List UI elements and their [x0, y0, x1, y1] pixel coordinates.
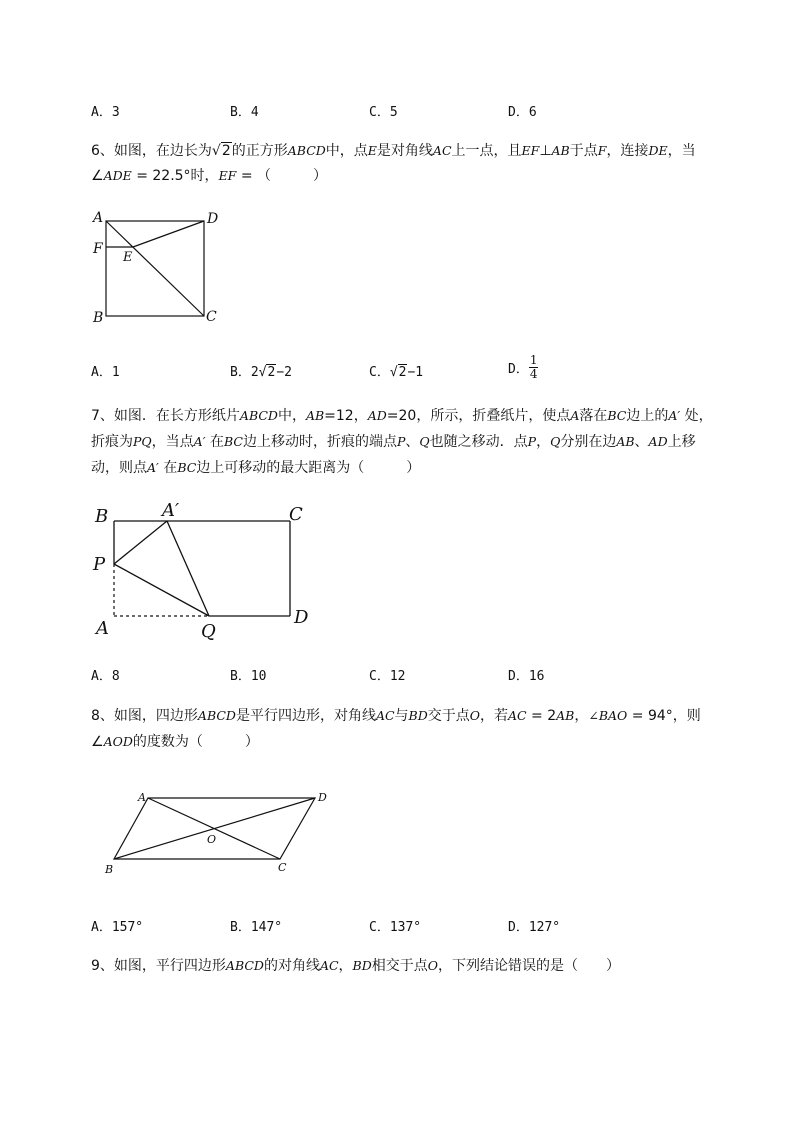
q8-stem-line2: ∠AOD的度数为（ ） — [91, 734, 259, 750]
q6-option-d: D． $\frac{1}{4}$ — [508, 353, 538, 381]
one-quarter-fraction: $\frac{1}{4}$ — [529, 353, 538, 381]
q7-label-q: Q — [201, 621, 216, 642]
q6-label-d: D — [207, 211, 219, 227]
q8-option-b: B．147° — [230, 920, 283, 935]
q7-stem-line2: 折痕为PQ，当点A′ 在BC边上移动时，折痕的端点P、Q也随之移动．点P，Q分别在边AB、AD上移 — [91, 434, 696, 450]
q8-label-b: B — [105, 863, 114, 876]
q6-stem-line2: ∠ADE = 22.5°时，EF = （ ） — [91, 168, 328, 184]
q7-option-d: D．16 — [508, 669, 545, 684]
q6-option-a: A．1 — [91, 365, 120, 380]
q6-option-c: C．√2−1 — [369, 365, 424, 380]
q7-label-d: D — [294, 607, 309, 628]
q8-label-c: C — [278, 861, 287, 874]
q8-option-c: C．137° — [369, 920, 422, 935]
q7-option-b: B．10 — [230, 669, 267, 684]
q7-label-a-prime: A′ — [162, 500, 180, 521]
q6-label-b: B — [93, 310, 104, 326]
q5-option-b: B．4 — [230, 105, 259, 120]
q7-stem-line3: 动，则点A′ 在BC边上可移动的最大距离为（ ） — [91, 460, 421, 476]
q9-stem-line1: 9、如图，平行四边形ABCD的对角线AC，BD相交于点O，下列结论错误的是（ ） — [91, 958, 621, 974]
q8-option-a: A．157° — [91, 920, 144, 935]
q8-label-d: D — [318, 791, 327, 804]
q5-option-d: D．6 — [508, 105, 537, 120]
q7-label-b: B — [95, 506, 109, 527]
q6-label-a: A — [93, 210, 104, 226]
q7-stem-line1: 7、如图．在长方形纸片ABCD中，AB=12，AD=20，所示，折叠纸片，使点A落在BC边上的A′ 处， — [91, 408, 713, 424]
q6-label-c: C — [206, 309, 217, 325]
q5-option-a: A．3 — [91, 105, 120, 120]
q7-label-p: P — [93, 554, 106, 575]
q5-option-c: C．5 — [369, 105, 398, 120]
q7-label-a: A — [96, 618, 109, 639]
q8-stem-line1: 8、如图，四边形ABCD是平行四边形，对角线AC与BD交于点O，若AC = 2AB，∠BAO = 94°，则 — [91, 708, 701, 724]
q8-label-a: A — [138, 791, 146, 804]
q6-label-f: F — [93, 241, 103, 257]
q6-label-e: E — [123, 250, 133, 265]
q8-label-o: O — [207, 833, 217, 846]
q6-option-b: B．2√2−2 — [230, 365, 292, 380]
q7-label-c: C — [289, 504, 303, 525]
q7-option-a: A．8 — [91, 669, 120, 684]
q6-stem-line1: 6、如图，在边长为√2的正方形ABCD中，点E是对角线AC上一点，且EF⊥AB于点F，连接DE，当 — [91, 143, 696, 159]
q7-option-c: C．12 — [369, 669, 406, 684]
q8-option-d: D．127° — [508, 920, 561, 935]
